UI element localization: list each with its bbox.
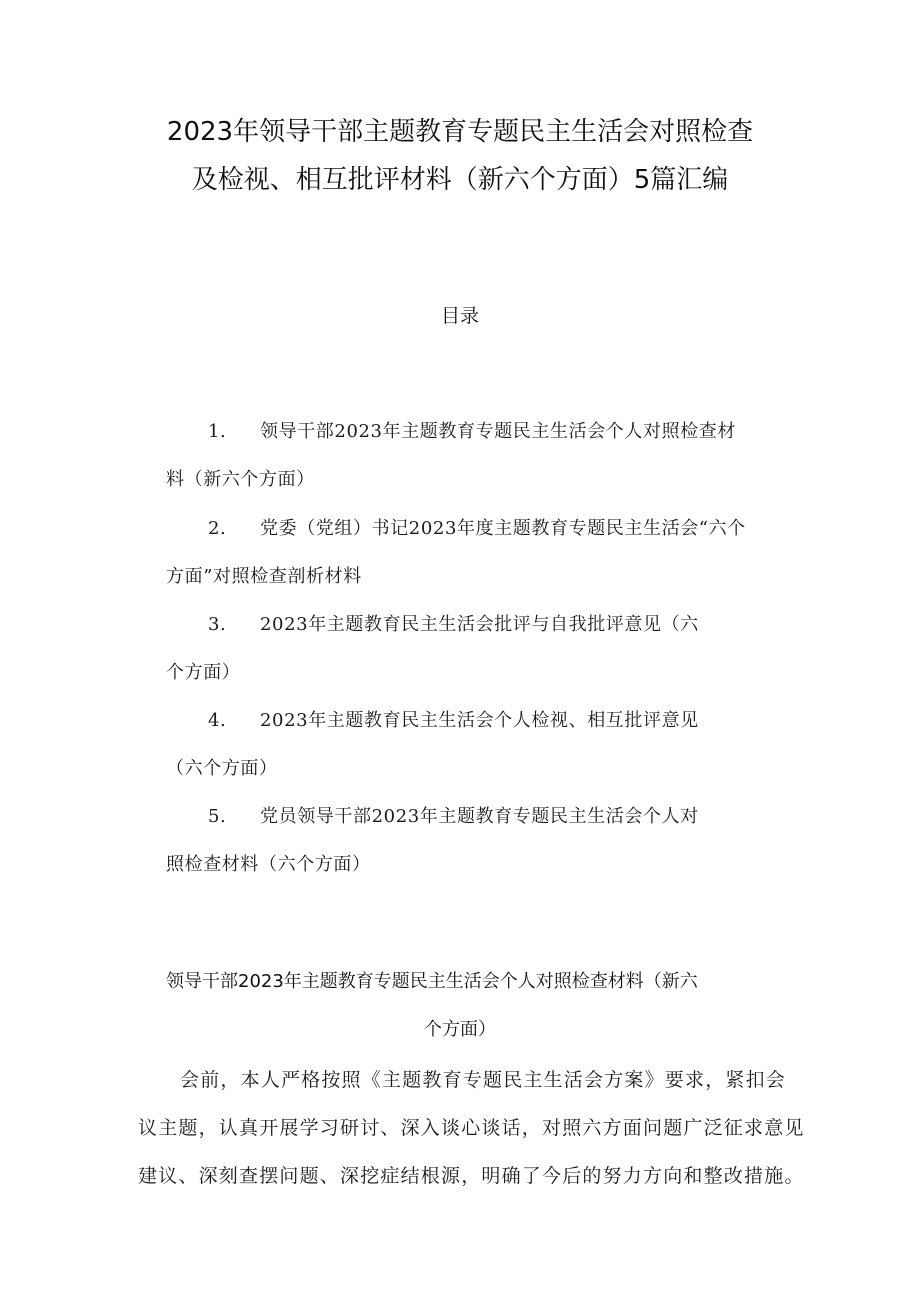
toc-item-number: 2. (208, 518, 227, 539)
document-title-line-2: 及检视、相互批评材料（新六个方面）5篇汇编 (191, 165, 729, 195)
toc-item-5[interactable] (208, 804, 699, 830)
document-title-line-1: 2023年领导干部主题教育专题民主生活会对照检查 (166, 117, 754, 147)
toc-item-3[interactable] (208, 612, 699, 638)
toc-item-3-continued[interactable]: 个方面） (166, 662, 241, 683)
toc-item-number: 5. (208, 806, 227, 827)
body-paragraph-line-1: 会前，本人严格按照《主题教育专题民主生活会方案》要求，紧扣会 (180, 1069, 787, 1091)
toc-item-2[interactable] (208, 516, 746, 542)
toc-item-2-continued[interactable]: 方面”对照检查剖析材料 (166, 566, 362, 587)
toc-item-5-continued[interactable]: 照检查材料（六个方面） (166, 854, 371, 875)
toc-item-text: 党员领导干部2023年主题教育专题民主生活会个人对 (260, 806, 699, 827)
toc-item-1-continued[interactable]: 料（新六个方面） (166, 469, 315, 490)
toc-item-number: 1. (208, 421, 227, 442)
toc-item-text: 党委（党组）书记2023年度主题教育专题民主生活会“六个 (260, 518, 746, 539)
toc-item-text: 2023年主题教育民主生活会个人检视、相互批评意见 (260, 710, 699, 731)
body-paragraph-line-2: 议主题，认真开展学习研讨、深入谈心谈话，对照六方面问题广泛征求意见 (138, 1117, 805, 1139)
section-title-line-2: 个方面） (424, 1019, 496, 1040)
toc-item-1[interactable] (208, 419, 736, 445)
toc-heading: 目录 (440, 305, 479, 327)
toc-item-number: 3. (208, 614, 227, 635)
toc-item-4[interactable] (208, 708, 699, 734)
toc-item-4-continued[interactable]: （六个方面） (166, 758, 278, 779)
toc-item-text: 2023年主题教育民主生活会批评与自我批评意见（六 (260, 614, 699, 635)
toc-item-text: 领导干部2023年主题教育专题民主生活会个人对照检查材 (260, 421, 737, 442)
toc-item-number: 4. (208, 710, 227, 731)
section-title-line-1: 领导干部2023年主题教育专题民主生活会个人对照检查材料（新六 (166, 971, 698, 992)
body-paragraph-line-3: 建议、深刻查摆问题、深挖症结根源，明确了今后的努力方向和整改措施。 (138, 1165, 805, 1187)
